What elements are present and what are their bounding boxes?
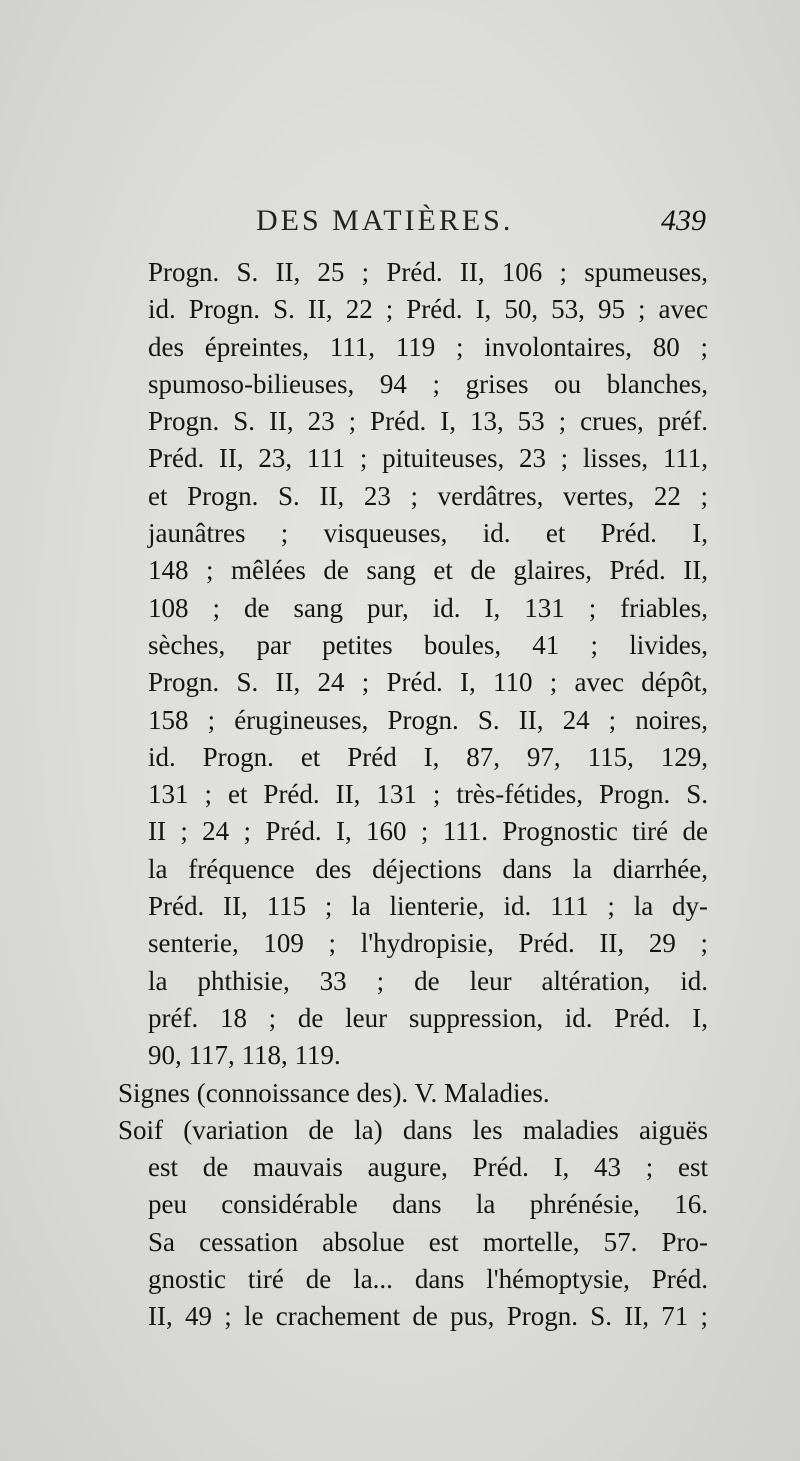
running-title: DES MATIÈRES. [256,204,514,237]
text-line: la phthisie, 33 ; de leur altération, id. [148,965,708,996]
text-line: et Progn. S. II, 23 ; verdâtres, vertes, 22 ; [148,480,708,511]
text-line: II ; 24 ; Préd. I, 160 ; 111. Prognostic tiré de [148,816,708,847]
text-line: 90, 117, 118, 119. [148,1040,341,1071]
text-line: 158 ; érugineuses, Progn. S. II, 24 ; noires, [148,704,708,735]
text-line: peu considérable dans la phrénésie, 16. [148,1189,708,1220]
text-line: 108 ; de sang pur, id. I, 131 ; friables, [148,592,708,623]
page-header [256,204,706,248]
text-line: 131 ; et Préd. II, 131 ; très-fétides, Progn. S. [148,779,708,810]
index-text [118,254,708,1336]
text-line: id. Progn. S. II, 22 ; Préd. I, 50, 53, 95 ; avec [148,294,708,325]
text-line: des épreintes, 111, 119 ; involontaires, 80 ; [148,331,708,362]
text-line: la fréquence des déjections dans la diarrhée, [148,853,708,884]
text-line: est de mauvais augure, Préd. I, 43 ; est [148,1152,708,1183]
text-line: Progn. S. II, 25 ; Préd. II, 106 ; spumeuses, [148,257,708,287]
text-line: Préd. II, 115 ; la lienterie, id. 111 ; la dy- [148,891,708,922]
text-line: Progn. S. II, 23 ; Préd. I, 13, 53 ; crues, préf. [148,406,708,437]
text-line: gnostic tiré de la... dans l'hémoptysie, Préd. [148,1264,708,1295]
text-line: II, 49 ; le crachement de pus, Progn. S. II, 71 ; [148,1301,708,1332]
text-line: préf. 18 ; de leur suppression, id. Préd. I, [148,1002,708,1033]
text-line: 148 ; mêlées de sang et de glaires, Préd. II, [148,555,708,586]
text-line: spumoso-bilieuses, 94 ; grises ou blanches, [148,368,708,399]
text-line: Sa cessation absolue est mortelle, 57. Pro- [148,1226,708,1257]
text-line: sèches, par petites boules, 41 ; livides, [148,629,708,660]
text-line: Préd. II, 23, 111 ; pituiteuses, 23 ; lisses, 111, [148,443,708,474]
text-line: Progn. S. II, 24 ; Préd. I, 110 ; avec dépôt, [148,667,708,698]
index-entry-soif: Soif (variation de la) dans les maladies aiguës [118,1114,708,1145]
text-line: jaunâtres ; visqueuses, id. et Préd. I, [148,518,708,549]
index-entry-signes: Signes (connoissance des). V. Maladies. [118,1077,550,1108]
text-line: id. Progn. et Préd I, 87, 97, 115, 129, [148,741,708,772]
text-line: senterie, 109 ; l'hydropisie, Préd. II, 29 ; [148,928,708,959]
page-number: 439 [661,204,706,237]
